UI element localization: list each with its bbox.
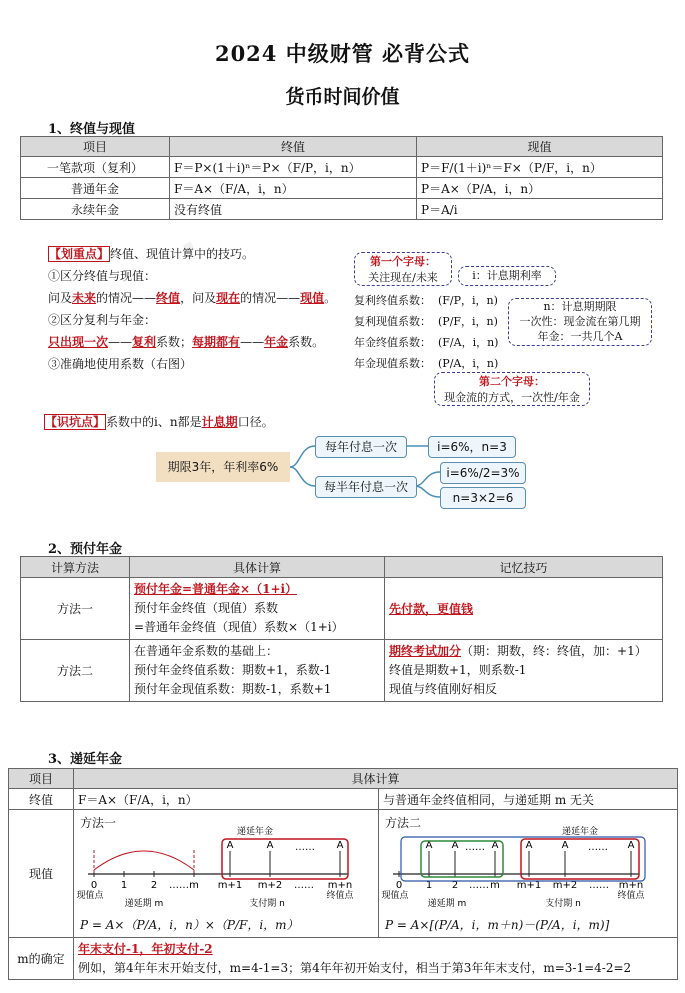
timeline-tick-label: m+n <box>618 880 644 891</box>
table-cell: P＝A×（P/A，i，n） <box>417 178 663 199</box>
bubble-first-letter: 第一个字母： 关注现在/未来 <box>354 252 452 286</box>
pay-period-label: 支付期 n <box>249 899 285 909</box>
section2-table <box>20 556 663 702</box>
annuity-a-label: A <box>226 840 234 851</box>
defer-period-label: 递延期 m <box>427 899 467 909</box>
tips-line <box>48 244 254 265</box>
deferred-annuity-label: 递延年金 <box>561 827 599 837</box>
now-point-label: 现值点 <box>76 891 104 901</box>
table-cell: 在普通年金系数的基础上： 预付年金终值系数：期数+1，系数-1 预付年金现值系数：期数-1，系数+1 <box>130 640 385 702</box>
timeline-tick-label: …… <box>469 880 489 891</box>
annuity-a-label: A <box>491 840 499 851</box>
table-cell: 方法二 <box>21 640 130 702</box>
timeline-tick-label: m+2 <box>552 880 578 891</box>
section3-table <box>8 768 678 980</box>
now-point-label: 现值点 <box>381 891 409 901</box>
section3-heading: 3、递延年金 <box>48 752 123 767</box>
table-cell: 普通年金 <box>21 178 170 199</box>
annuity-a-label: A <box>627 840 635 851</box>
timeline-tick-label: 2 <box>150 880 158 891</box>
table-cell: P＝F/(1＋i)ⁿ＝F×（P/F，i，n） <box>417 157 663 178</box>
tips-line: ②区分复利与年金： <box>48 313 157 327</box>
coefficient-list: 复利终值系数： (F/P，i，n) 复利现值系数： (P/F，i，n) 年金终值系数： (F/A，i，n) 年金现值系数： (P/A，i，n) <box>354 294 499 370</box>
col-header: 现值 <box>417 137 663 157</box>
table-cell: F＝P×(1＋i)ⁿ＝P×（F/P，i，n） <box>170 157 417 178</box>
timeline-tick-label: …… <box>169 880 189 891</box>
pay-period-label: 支付期 n <box>545 899 581 909</box>
table-cell: F＝A×（F/A，i，n） <box>74 789 379 810</box>
col-header: 记忆技巧 <box>385 557 663 578</box>
table-cell: m的确定 <box>9 938 74 980</box>
watermark: · <box>167 218 211 278</box>
table-cell: 没有终值 <box>170 199 417 220</box>
bubble-second-letter: 第二个字母： 现金流的方式，一次性/年金 <box>434 372 590 406</box>
annuity-a-label: A <box>266 840 274 851</box>
timeline-tick-label: m+1 <box>516 880 542 891</box>
col-header: 项目 <box>21 137 170 157</box>
table-cell: 一笔款项（复利） <box>21 157 170 178</box>
pitfall-root: 期限3年，年利率6% <box>156 452 290 482</box>
timeline-dots: …… <box>295 842 315 853</box>
annuity-a-label: A <box>336 840 344 851</box>
timeline-tick-label: …… <box>589 880 609 891</box>
timeline-method1 <box>74 810 370 914</box>
timeline-tick-label: m+2 <box>257 880 283 891</box>
table-cell: P＝A/i <box>417 199 663 220</box>
timeline-tick-label: 2 <box>451 880 459 891</box>
timeline-tick-label: m+n <box>327 880 353 891</box>
method-label: 方法二 <box>385 816 422 830</box>
pv-method2-cell <box>379 810 678 938</box>
tips-tag-text: 终值、现值计算中的技巧。 <box>110 247 255 261</box>
bubble-i: i：计息期利率 <box>458 266 556 286</box>
table-cell: 期终考试加分（期：期数，终：终值，加：+1） 终值是期数+1，则系数-1 现值与终值刚好相反 <box>385 640 663 702</box>
table-cell: 现值 <box>9 810 74 938</box>
section1-heading: 1、终值与现值 <box>48 122 136 137</box>
timeline-tick-label: 0 <box>395 880 403 891</box>
pv-method1-cell <box>74 810 379 938</box>
timeline-tick-label: 1 <box>425 880 433 891</box>
bubble-n: n：计息期期限 一次性：现金流在第几期 年金：一共几个A <box>508 298 652 346</box>
col-header: 项目 <box>9 769 74 789</box>
section1-table <box>20 136 663 220</box>
table-cell: 方法一 <box>21 578 130 640</box>
table-cell: 预付年金=普通年金×（1+i） 预付年金终值（现值）系数 =普通年金终值（现值）系数×（1+i） <box>130 578 385 640</box>
table-cell: 永续年金 <box>21 199 170 220</box>
annuity-a-label: A <box>561 840 569 851</box>
deferred-annuity-label: 递延年金 <box>236 827 274 837</box>
pitfall-result: n=3×2=6 <box>440 487 526 509</box>
timeline-tick-label: 1 <box>120 880 128 891</box>
section2-heading: 2、预付年金 <box>48 542 123 557</box>
tips-line: 只出现一次——复利系数；每期都有——年金系数。 <box>48 335 325 349</box>
page-title: 2024 中级财管 必背公式 <box>214 41 471 66</box>
end-point-label: 终值点 <box>326 891 354 901</box>
discount-arc <box>94 851 194 870</box>
col-header: 终值 <box>170 137 417 157</box>
method-label: 方法一 <box>80 816 117 830</box>
timeline-tick-label: 0 <box>90 880 98 891</box>
end-point-label: 终值点 <box>617 891 645 901</box>
pitfall-result: i=6%，n=3 <box>428 436 516 458</box>
pitfall-branch: 每年付息一次 <box>315 436 407 458</box>
timeline-method2 <box>379 810 679 914</box>
tips-line: 问及未来的情况——终值，问及现在的情况——现值。 <box>48 291 337 305</box>
timeline-tick-label: m+1 <box>217 880 243 891</box>
table-cell: 年末支付-1，年初支付-2 例如，第4年年末开始支付，m=4-1=3；第4年年初开始支付，相当于第3年年末支付，m=3-1=4-2=2 <box>74 938 678 980</box>
timeline-tick-label: m <box>189 880 199 891</box>
table-cell: F＝A×（F/A，i，n） <box>170 178 417 199</box>
annuity-a-label: A <box>451 840 459 851</box>
defer-period-label: 递延期 m <box>124 899 164 909</box>
tips-line: ①区分终值与现值： <box>48 269 157 283</box>
formula-method1: P = A×（P/A，i，n）×（P/F，i，m） <box>80 918 299 932</box>
page-subtitle: 货币时间价值 <box>285 86 400 108</box>
table-cell: 终值 <box>9 789 74 810</box>
pitfall-result: i=6%/2=3% <box>440 462 526 484</box>
annuity-a-label: A <box>525 840 533 851</box>
table-cell: 与普通年金终值相同，与递延期 m 无关 <box>379 789 678 810</box>
tips-tag: 【划重点】 <box>49 247 110 261</box>
table-cell: 先付款，更值钱 <box>385 578 663 640</box>
timeline-dots: …… <box>588 842 608 853</box>
deferred-box <box>521 839 639 879</box>
formula-method2: P = A×[(P/A，i，m＋n)－(P/A，i，m)] <box>385 918 610 932</box>
tips-line: ③准确地使用系数（右图） <box>48 357 193 371</box>
pitfall-branch: 每半年付息一次 <box>315 476 417 498</box>
deferred-box <box>222 839 348 879</box>
annuity-a-label: A <box>425 840 433 851</box>
col-header: 具体计算 <box>74 769 678 789</box>
timeline-tick-label: m <box>490 880 500 891</box>
timeline-dots: …… <box>465 842 485 853</box>
col-header: 具体计算 <box>130 557 385 578</box>
pitfall-line: 【识坑点】系数中的i、n都是计息期口径。 <box>45 415 274 429</box>
col-header: 计算方法 <box>21 557 130 578</box>
timeline-tick-label: …… <box>294 880 314 891</box>
